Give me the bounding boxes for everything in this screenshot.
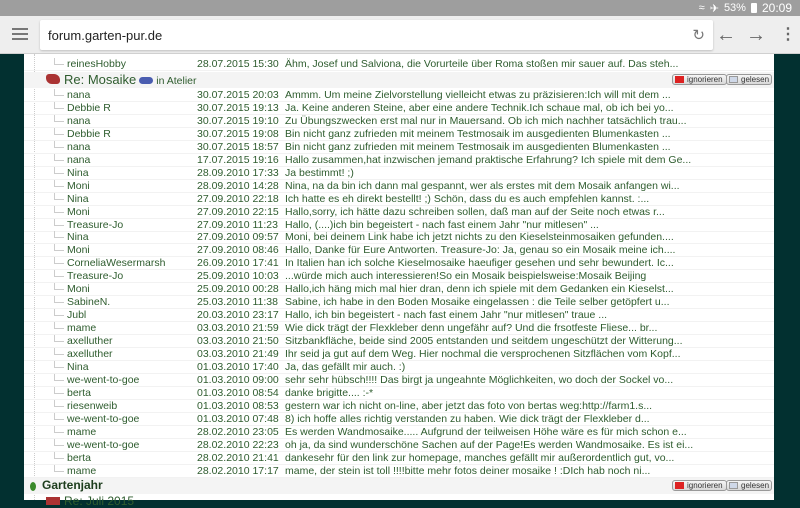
post-row[interactable] [24,102,774,115]
post-date: 28.02.2010 17:17 [197,464,279,477]
tree-branch [54,206,64,213]
ignore-label: ignorieren [687,481,723,490]
post-date: 30.07.2015 19:13 [197,101,279,114]
post-author[interactable]: mame [67,425,97,438]
post-excerpt[interactable]: Ja. Keine anderen Steine, aber eine andere Technik.Ich schaue mal, ob ich bei yo... [285,101,674,114]
tree-branch [54,128,64,135]
envelope-icon [729,482,738,489]
post-date: 30.07.2015 18:57 [197,140,279,153]
category-ignore-button[interactable] [672,480,727,491]
post-excerpt[interactable]: dankesehr für den link zur homepage, manches gefällt mir außerordentlich gut, vo... [285,451,675,464]
post-excerpt[interactable]: oh ja, da sind wunderschöne Sachen auf der Page!Es werden Wandmosaike. Es ist ei... [285,438,694,451]
menu-icon[interactable] [12,28,28,40]
tree-branch [54,141,64,148]
post-author[interactable]: mame [67,322,97,335]
tree-branch [54,154,64,161]
post-date: 01.03.2010 17:40 [197,360,279,373]
post-date: 03.03.2010 21:59 [197,322,279,335]
post-row[interactable] [24,413,774,426]
post-author[interactable]: Moni [67,179,90,192]
post-excerpt[interactable]: mame, der stein ist toll !!!!bitte mehr fotos deiner mosaike ! :DIch hab noch ni... [285,464,651,477]
tree-branch [54,335,64,342]
post-date: 28.09.2010 17:33 [197,166,279,179]
category-header [24,478,774,494]
post-row[interactable] [24,400,774,413]
post-row[interactable] [24,115,774,128]
post-row[interactable] [24,58,774,71]
post-excerpt[interactable]: Hallo,sorry, ich hätte dazu schreiben sollen, daß man auf der Seite noch etwas r... [285,205,665,218]
post-date: 25.03.2010 11:38 [197,296,278,309]
read-label: gelesen [741,481,770,490]
post-row[interactable] [24,244,774,257]
post-row[interactable] [24,335,774,348]
post-excerpt[interactable]: Ja, das gefällt mir auch. :) [285,360,406,373]
post-excerpt[interactable]: Nina, na da bin ich dann mal gespannt, wer als erstes mit dem Mosaik anfangen wi... [285,179,680,192]
post-date: 01.03.2010 09:00 [197,373,279,386]
post-author[interactable]: mame [67,464,97,477]
tree-branch [54,102,64,109]
tree-branch [54,89,64,96]
tree-branch [54,387,64,394]
post-author[interactable]: SabineN. [67,296,111,309]
post-excerpt[interactable]: Hallo zusammen,hat inzwischen jemand praktische Erfahrung? Ich spiele mit dem Ge... [285,153,692,166]
post-author[interactable]: Moni [67,244,90,257]
category-title[interactable]: Gartenjahr [42,478,103,492]
post-author[interactable]: reinesHobby [67,58,126,70]
envelope-icon [729,76,738,83]
post-date: 28.09.2010 14:28 [197,179,279,192]
post-date: 26.09.2010 17:41 [197,257,279,270]
tree-branch [54,270,64,277]
post-row[interactable] [24,180,774,193]
post-excerpt[interactable]: Bin nicht ganz zufrieden mit meinem Testmosaik im ausgedienten Blumenkasten ... [285,127,671,140]
post-date: 27.09.2010 22:18 [197,192,279,205]
battery-percent: 53% [723,2,746,14]
address-bar[interactable] [40,20,713,50]
thread-title-line[interactable] [64,72,197,87]
tree-branch [54,219,64,226]
post-excerpt[interactable]: Ich hatte es eh direkt bestellt! ;) Schön, dass du es auch empfehlen kannst. :... [285,192,650,205]
post-excerpt[interactable]: Hallo, (....)ich bin begeistert - nach fast einem Jahr "nur mitlesen" ... [285,218,599,231]
post-author[interactable]: nana [67,153,91,166]
tree-branch [54,361,64,368]
tree-branch [54,58,64,65]
post-date: 25.09.2010 10:03 [197,270,279,283]
thread-title[interactable]: Re: Mosaike [64,72,137,87]
post-excerpt[interactable]: Hallo, ich bin begeistert - nach fast einem Jahr "nur mitlesen" traue ... [285,309,608,322]
post-row[interactable] [24,283,774,296]
post-date: 01.03.2010 07:48 [197,412,279,425]
ignore-label: ignorieren [687,75,723,84]
post-row[interactable] [24,257,774,270]
post-date: 28.02.2010 23:05 [197,425,279,438]
post-row[interactable] [24,296,774,309]
thread-header [24,72,774,88]
tree-branch [54,400,64,407]
tree-branch [54,193,64,200]
ignore-button[interactable] [672,74,727,85]
post-author[interactable]: axelluther [67,335,113,348]
post-row[interactable] [24,452,774,465]
tree-branch [54,115,64,122]
tree-branch [54,231,64,238]
post-row[interactable] [24,154,774,167]
post-author[interactable]: CorneliaWesermarsh [67,257,166,270]
clock: 20:09 [761,1,792,15]
post-author[interactable]: Moni [67,205,90,218]
post-date: 01.03.2010 08:54 [197,386,279,399]
post-author[interactable]: Nina [67,166,89,179]
post-excerpt[interactable]: Ähm, Josef und Salviona, die Vorurteile über Roma stoßen mir sauer auf. Das steh... [285,58,679,70]
post-date: 20.03.2010 23:17 [197,309,279,322]
post-row[interactable] [24,231,774,244]
thread-forum[interactable]: in Atelier [156,75,197,87]
post-author[interactable]: we-went-to-goe [67,412,140,425]
post-row[interactable] [24,128,774,141]
next-thread-title[interactable]: Re: Juli 2015 [64,494,135,508]
status-bar [0,0,800,16]
post-row[interactable] [24,167,774,180]
battery-icon [751,3,757,13]
post-excerpt[interactable]: Moni, bei deinem Link habe ich jetzt nichts zu den Kieselsteinmosaiken gefunden.... [285,231,674,244]
tree-branch [54,180,64,187]
tree-branch [54,426,64,433]
post-date: 03.03.2010 21:49 [197,348,279,360]
post-date: 28.02.2010 22:23 [197,438,279,451]
browser-toolbar [0,16,800,54]
calendar-icon [46,497,60,505]
post-excerpt[interactable]: In Italien han ich solche Kieselmosaike haeufiger gesehen und sehr bewundert. Ic... [285,257,674,270]
tree-branch [54,283,64,290]
post-excerpt[interactable]: Sitzbankfläche, beide sind 2005 entstanden und seitdem ungeschützt der Witterung... [285,335,683,348]
back-arrow-icon[interactable]: ← [716,24,736,46]
post-author[interactable]: riesenweib [67,399,118,412]
tree-branch [54,309,64,316]
post-date: 01.03.2010 08:53 [197,399,279,412]
post-excerpt[interactable]: Bin nicht ganz zufrieden mit meinem Testmosaik im ausgedienten Blumenkasten ... [285,140,671,153]
post-author[interactable]: we-went-to-goe [67,438,140,451]
tree-branch [54,296,64,303]
post-date: 30.07.2015 20:03 [197,89,279,101]
post-author[interactable]: berta [67,451,91,464]
post-date: 17.07.2015 19:16 [197,153,279,166]
post-date: 03.03.2010 21:50 [197,335,279,348]
post-author[interactable]: Nina [67,192,89,205]
category-read-button[interactable] [726,480,772,491]
post-row[interactable] [24,89,774,102]
tree-branch [54,465,64,472]
post-excerpt[interactable]: Ihr seid ja gut auf dem Weg. Hier nochmal die versprochenen Sitzflächen vom Kopf... [285,348,681,360]
tree-branch [54,374,64,381]
post-author[interactable]: berta [67,386,91,399]
post-row[interactable] [24,270,774,283]
post-excerpt[interactable]: danke brigitte.... :-* [285,386,374,399]
url-text[interactable]: forum.garten-pur.de [48,28,163,43]
post-author[interactable]: Debbie R [67,127,111,140]
post-excerpt[interactable]: Hallo,ich häng mich mal hier dran, denn ich spiele mit dem Gedanken ein Kieselst... [285,283,674,296]
post-excerpt[interactable]: Es werden Wandmosaike..... Aufgrund der teilweisen Höhe wäre es für mich schon e... [285,425,687,438]
post-author[interactable]: Moni [67,283,90,296]
tree-branch [54,322,64,329]
post-row[interactable] [24,309,774,322]
tree-branch [54,439,64,446]
post-excerpt[interactable]: Hallo, Danke für Eure Antworten. Treasure-Jo: Ja, genau so ein Mosaik meine ich.... [285,244,676,257]
post-date: 27.09.2010 11:23 [197,218,278,231]
post-date: 30.07.2015 19:08 [197,127,279,140]
tree-branch [54,244,64,251]
post-author[interactable]: nana [67,89,91,101]
next-thread-line[interactable] [46,494,134,508]
post-excerpt[interactable]: Sabine, ich habe in den Boden Mosaike eingelassen : die Teile selber getöpfert u... [285,296,670,309]
post-row[interactable] [24,348,774,361]
x-icon [675,482,684,489]
post-date: 27.09.2010 08:46 [197,244,279,257]
post-author[interactable]: axelluther [67,348,113,360]
leaf-icon [30,482,36,491]
post-author[interactable]: Treasure-Jo [67,270,124,283]
post-author[interactable]: nana [67,140,91,153]
post-row[interactable] [24,465,774,478]
new-badge-icon [139,77,153,84]
post-date: 28.02.2010 21:41 [197,451,279,464]
airplane-icon: ✈ [709,2,719,15]
post-row[interactable] [24,426,774,439]
forum-thread-list [24,54,774,508]
tree-branch [54,348,64,355]
post-excerpt[interactable]: Zu Übungszwecken erst mal nur in Mauersand. Ob ich mich nachher tatsächlich trau... [285,114,687,127]
post-row[interactable] [24,219,774,232]
more-options-icon[interactable]: ⋮ [780,26,796,43]
read-label: gelesen [741,75,770,84]
tree-branch [54,413,64,420]
tree-branch [54,257,64,264]
post-date: 27.09.2010 22:15 [197,205,279,218]
wifi-icon: ≈ [698,2,705,14]
x-icon [675,76,684,83]
post-excerpt[interactable]: ...würde mich auch interessieren!So ein Mosaik beispielsweise:Mosaik Beijing [285,270,647,283]
post-author[interactable]: Debbie R [67,101,111,114]
post-date: 27.09.2010 09:57 [197,231,279,244]
post-excerpt[interactable]: sehr sehr hübsch!!!! Das birgt ja ungeahnte Möglichkeiten, wo doch der Sockel vo... [285,373,674,386]
post-row[interactable] [24,439,774,452]
post-row[interactable] [24,374,774,387]
post-author[interactable]: nana [67,114,91,127]
post-author[interactable]: Treasure-Jo [67,218,124,231]
post-row[interactable] [24,206,774,219]
post-date: 25.09.2010 00:28 [197,283,279,296]
post-author[interactable]: Jubl [67,309,87,322]
post-row[interactable] [24,141,774,154]
post-row[interactable] [24,361,774,374]
post-excerpt[interactable]: Wie dick trägt der Flexkleber denn ungefähr auf? Und die frsotfeste Fliese... br... [285,322,658,335]
post-excerpt[interactable]: Ja bestimmt! ;) [285,166,354,179]
post-row[interactable] [24,387,774,400]
forward-arrow-icon[interactable]: → [746,24,766,46]
tree-branch [54,167,64,174]
post-row[interactable] [24,193,774,206]
butterfly-icon [46,74,60,84]
mark-read-button[interactable] [726,74,772,85]
tree-branch [54,452,64,459]
post-author[interactable]: Nina [67,231,89,244]
post-date: 30.07.2015 19:10 [197,114,279,127]
reload-icon[interactable]: ↻ [692,27,705,44]
post-row[interactable] [24,322,774,335]
post-date: 28.07.2015 15:30 [197,58,279,70]
post-excerpt[interactable]: Ammm. Um meine Zielvorstellung vielleicht etwas zu präzisieren:Ich will mit dem ... [285,89,671,101]
post-excerpt[interactable]: 8) ich hoffe alles richtig verstanden zu haben. Wie dick trägt der Flexkleber d... [285,412,650,425]
post-author[interactable]: Nina [67,360,89,373]
post-author[interactable]: we-went-to-goe [67,373,140,386]
post-excerpt[interactable]: gestern war ich nicht on-line, aber jetzt das foto von bertas weg:http://farm1.s... [285,399,653,412]
